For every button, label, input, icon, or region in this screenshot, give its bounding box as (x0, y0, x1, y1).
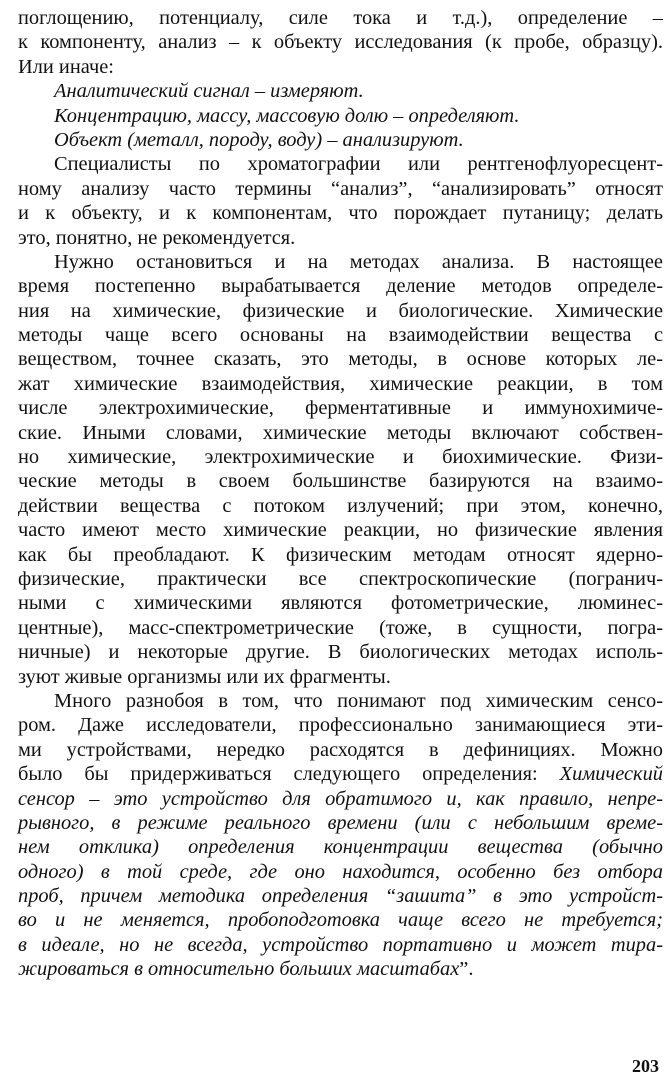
text-line: ничные) и некоторые другие. В биологических методах исполь- (18, 641, 663, 664)
text-line: ские. Иными словами, химические методы включают собствен- (18, 421, 663, 444)
italic-fragment: Химический (559, 763, 663, 786)
text-line-mixed (18, 762, 663, 786)
text-line: центные), масс-спектрометрические (тоже, в сущности, погра- (18, 616, 663, 639)
text-line: и к объекту, и к компонентам, что порождает путаницу; делать (18, 202, 663, 225)
text-line: числе электрохимические, ферментативные и иммунохимиче- (18, 397, 663, 420)
text-line: ному анализу часто термины “анализ”, “анализировать” относят (18, 177, 663, 200)
text-line: часто имеют место химические реакции, но физические явления (18, 519, 663, 542)
italic-fragment: сенсор – это устройство для обратимого и, как правило, непре- (18, 787, 663, 810)
definition-line: Объект (металл, породу, воду) – анализируют. (54, 128, 464, 151)
text-line: поглощению, потенциалу, силе тока и т.д.), определение – (18, 7, 663, 29)
italic-fragment: рывного, в режиме реального времени (или с небольшим време- (18, 811, 663, 834)
italic-fragment: во и не меняется, пробоподготовка чаще всего не требуется; (18, 909, 663, 932)
italic-fragment: проб, причем методика определения “зашита” в это устройст- (18, 885, 663, 908)
text-line: жат химические взаимодействия, химические реакции, в том (18, 372, 663, 395)
text-line: ческие методы в своем большинстве базируются на взаимо- (18, 470, 663, 493)
text-line: веществом, точнее сказать, это методы, в основе которых ле- (18, 348, 663, 371)
italic-fragment: одного) в той среде, где оно находится, особенно без отбора (18, 860, 663, 883)
text-line: но химические, электрохимические и биохимические. Физи- (18, 446, 663, 469)
text-line: методы чаще всего основаны на взаимодействии вещества с (18, 324, 663, 347)
text-line: это, понятно, не рекомендуется. (18, 226, 296, 249)
italic-line (18, 933, 663, 957)
definition-line: Аналитический сигнал – измеряют. (54, 80, 364, 103)
page-number: 203 (632, 1056, 659, 1076)
paragraph-first-line: Много разнобоя в том, что понимают под химическим сенсо- (54, 689, 663, 712)
italic-line (18, 787, 663, 811)
paragraph-first-line: Специалисты по хроматографии или рентгенофлуоресцент- (54, 153, 663, 176)
text-line: зуют живые организмы или их фрагменты. (18, 665, 391, 688)
text-line: время постепенно вырабатывается деление методов определе- (18, 275, 663, 298)
text-line: ром. Даже исследователи, профессионально занимающиеся эти- (18, 714, 663, 737)
italic-line (18, 860, 663, 884)
paragraph-first-line: Нужно остановиться и на методах анализа. В настоящее (54, 250, 663, 273)
italic-fragment: нем отклика) определения концентрации вещества (обычно (18, 836, 663, 859)
plain-fragment: было бы придерживаться следующего определения: (18, 763, 560, 786)
plain-fragment: ”. (459, 958, 474, 981)
text-line: ными с химическими являются фотометрические, люминес- (18, 592, 663, 615)
text-line: действии вещества с потоком излучений; при этом, конечно, (18, 494, 663, 517)
italic-fragment: жироваться в относительно больших масштабах (18, 958, 460, 981)
text-line: ния на химические, физические и биологические. Химические (18, 299, 663, 322)
text-line: к компоненту, анализ – к объекту исследования (к пробе, образцу). (18, 31, 663, 54)
italic-line (18, 908, 663, 932)
text-line: ми устройствами, нередко расходятся в дефинициях. Можно (18, 738, 663, 761)
text-line: Или иначе: (18, 55, 114, 78)
italic-fragment: в идеале, но не всегда, устройство портативно и может тира- (18, 933, 663, 956)
italic-line (18, 811, 663, 835)
page-text (18, 6, 663, 982)
text-line: физические, практически все спектроскопические (погранич- (18, 567, 663, 590)
text-line: как бы преобладают. К физическим методам относят ядерно- (18, 543, 663, 566)
italic-line (18, 835, 663, 859)
definition-line: Концентрацию, массу, массовую долю – определяют. (54, 104, 520, 127)
italic-line (18, 884, 663, 908)
text-line-mixed (18, 957, 663, 981)
